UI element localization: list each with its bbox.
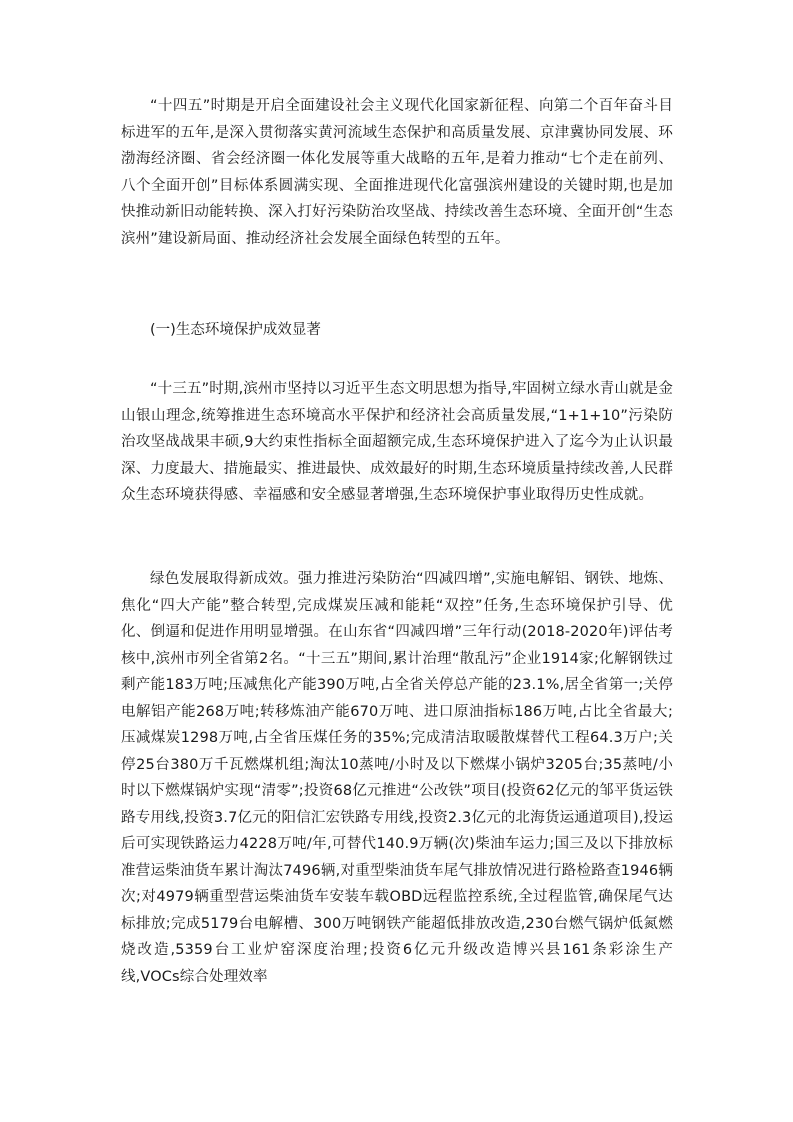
paragraph-green-development: 绿色发展取得新成效。强力推进污染防治“四减四增”,实施电解铝、钢铁、地炼、焦化“四大产能”整合转型,完成煤炭压减和能耗“双控”任务,生态环境保护引导、优化、倒逼和促进作用明显增强。在山东省“四减四增”三年行动(2018-2020年)评估考核中,滨州市列全省第2名。“十三五”期间,累计治理“散乱污”企业1914家;化解钢铁过剩产能183万吨;压减焦化产能390万吨,占全省关停总产能的23.1%,居全省第一;关停电解铝产能268万吨;转移炼油产能670万吨、进口原油指标186万吨,占比全省最大;压减煤炭1298万吨,占全省压煤任务的35%;完成清洁取暖散煤替代工程64.3万户;关停25台380万千瓦燃煤机组;淘汰10蒸吨/小时及以下燃煤小锅炉3205台;35蒸吨/小时以下燃煤锅炉实现“清零”;投资68亿元推进“公改铁”项目(投资62亿元的邹平货运铁路专用线,投资3.7亿元的阳信汇宏铁路专用线,投资2.3亿元的北海货运通道项目),投运后可实现铁路运力4228万吨/年,可替代140.9万辆(次)柴油车运力;国三及以下排放标准营运柴油货车累计淘汰7496辆,对重型柴油货车尾气排放情况进行路检路查1946辆次;对4979辆重型营运柴油货车安装车载OBD远程监控系统,全过程监管,确保尾气达标排放;完成5179台电解槽、300万吨钢铁产能超低排放改造,230台燃气锅炉低氮燃烧改造,5359台工业炉窑深度治理;投资6亿元升级改造博兴县161条彩涂生产线,VOCs综合处理效率	[121, 571, 673, 985]
paragraph-thirteenth-five-year-plan: “十三五”时期,滨州市坚持以习近平生态文明思想为指导,牢固树立绿水青山就是金山银山理念,统筹推进生态环境高水平保护和经济社会高质量发展,“1+1+10”污染防治攻坚战战果丰硕,9大约束性指标全面超额完成,生态环境保护进入了迄今为止认识最深、力度最大、措施最实、推进最快、成效最好的时期,生态环境质量持续改善,人民群众生态环境获得感、幸福感和安全感显著增强,生态环境保护事业取得历史性成就。	[121, 381, 673, 503]
section-heading: (一)生态环境保护成效显著	[150, 322, 321, 338]
paragraph-fourteenth-five-year-plan: “十四五”时期是开启全面建设社会主义现代化国家新征程、向第二个百年奋斗目标进军的五年,是深入贯彻落实黄河流域生态保护和高质量发展、京津冀协同发展、环渤海经济圈、省会经济圈一体化发展等重大战略的五年,是着力推动“七个走在前列、八个全面开创”目标体系圆满实现、全面推进现代化富强滨州建设的关键时期,也是加快推动新旧动能转换、深入打好污染防治攻坚战、持续改善生态环境、全面开创“生态滨州”建设新局面、推动经济社会发展全面绿色转型的五年。	[121, 98, 673, 247]
